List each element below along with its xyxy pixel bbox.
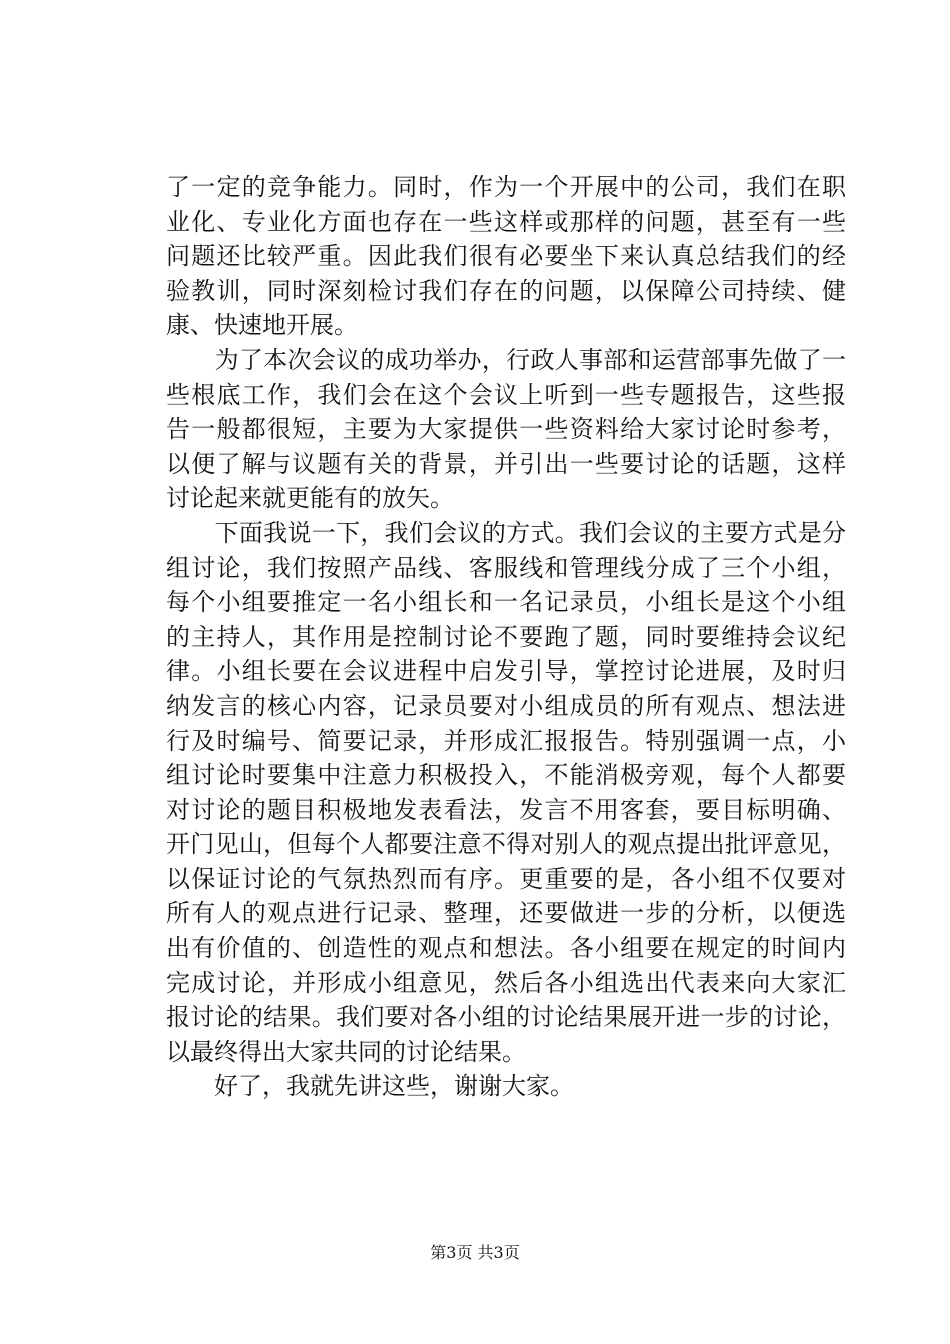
text-line: 些根底工作，我们会在这个会议上听到一些专题报告，这些报: [166, 380, 846, 409]
text-line: 开门见山，但每个人都要注意不得对别人的观点提出批评意见，: [166, 830, 846, 859]
text-line: 为了本次会议的成功举办，行政人事部和运营部事先做了一: [166, 345, 846, 374]
body-text: [166, 170, 846, 1104]
text-line: 康、快速地开展。: [166, 311, 358, 340]
text-line: 律。小组长要在会议进程中启发引导，掌控讨论进展，及时归: [166, 657, 846, 686]
text-line: 对讨论的题目积极地发表看法，发言不用客套，要目标明确、: [166, 795, 846, 824]
text-line: 纳发言的核心内容，记录员要对小组成员的所有观点、想法进: [166, 691, 846, 720]
text-line: 组讨论，我们按照产品线、客服线和管理线分成了三个小组，: [166, 553, 846, 582]
text-line: 验教训，同时深刻检讨我们存在的问题，以保障公司持续、健: [166, 276, 846, 305]
text-line: 告一般都很短，主要为大家提供一些资料给大家讨论时参考，: [166, 415, 846, 444]
text-line: 行及时编号、简要记录，并形成汇报报告。特别强调一点，小: [166, 726, 846, 755]
text-line: 业化、专业化方面也存在一些这样或那样的问题，甚至有一些: [166, 207, 846, 236]
text-line: 报讨论的结果。我们要对各小组的讨论结果展开进一步的讨论，: [166, 1003, 846, 1032]
text-line: 所有人的观点进行记录、整理，还要做进一步的分析，以便选: [166, 899, 846, 928]
text-line: 以保证讨论的气氛热烈而有序。更重要的是，各小组不仅要对: [166, 864, 846, 893]
text-line: 每个小组要推定一名小组长和一名记录员，小组长是这个小组: [166, 588, 846, 617]
text-line: 完成讨论，并形成小组意见，然后各小组选出代表来向大家汇: [166, 968, 846, 997]
text-line: 组讨论时要集中注意力积极投入，不能消极旁观，每个人都要: [166, 761, 846, 790]
text-line: 了一定的竞争能力。同时，作为一个开展中的公司，我们在职: [166, 173, 846, 201]
text-line: 的主持人，其作用是控制讨论不要跑了题，同时要维持会议纪: [166, 622, 846, 651]
page-number-footer: 第3页 共3页: [430, 1243, 520, 1262]
text-line: 下面我说一下，我们会议的方式。我们会议的主要方式是分: [166, 518, 846, 547]
text-line: 以便了解与议题有关的背景，并引出一些要讨论的话题，这样: [166, 449, 846, 478]
text-line: 好了，我就先讲这些，谢谢大家。: [166, 1072, 574, 1101]
text-line: 出有价值的、创造性的观点和想法。各小组要在规定的时间内: [166, 934, 846, 963]
text-line: 以最终得出大家共同的讨论结果。: [166, 1037, 526, 1066]
text-line: 问题还比较严重。因此我们很有必要坐下来认真总结我们的经: [166, 242, 846, 271]
text-line: 讨论起来就更能有的放矢。: [166, 484, 454, 513]
